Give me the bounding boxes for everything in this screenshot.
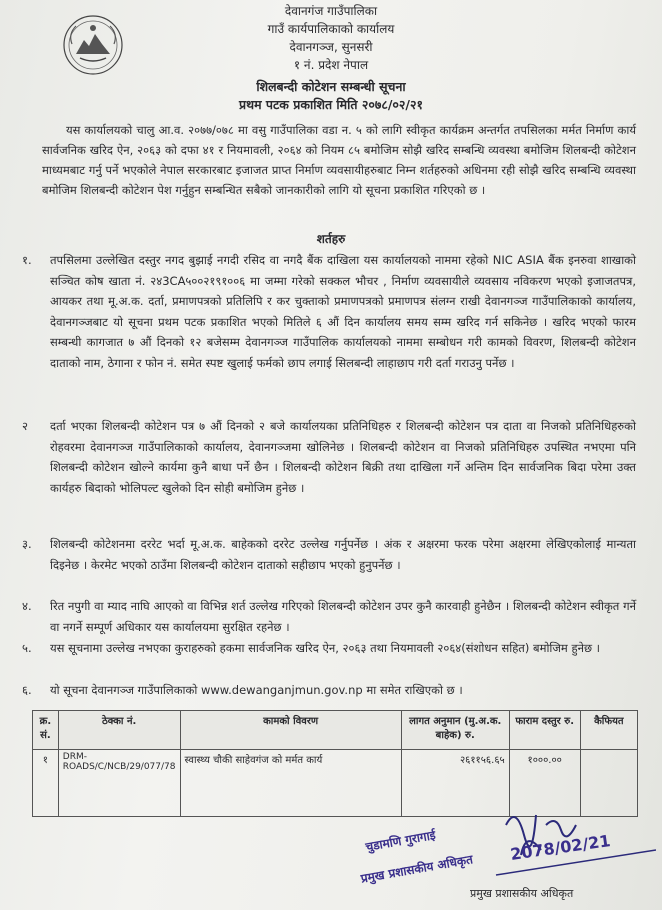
condition-text: रित नपुगी वा म्याद नाघि आएको वा विभिन्न शर्त उल्लेख गरिएको शिलबन्दी कोटेशन उपर कुनै कारवाही हुनेछैन । शिलबन्दी कोटेशन स्वीकृत गर्ने वा नगर्ने सम्पूर्ण अधिकार यस कार्यालयमा सुरक्षित रहनेछ । (50, 599, 636, 634)
condition-item (22, 416, 636, 498)
condition-number: १. (22, 253, 32, 267)
stamp-title: प्रमुख प्रशासकीय अधिकृत (359, 852, 474, 886)
office-address: देवानगञ्ज, सुनसरी (289, 40, 373, 54)
condition-text: दर्ता भएका शिलबन्दी कोटेशन पत्र ७ औं दिनको २ बजे कार्यालयका प्रतिनिधिहरु र शिलबन्दी कोटेशन पत्र दाता वा निजको प्रतिनिधिहरुको रोहवरमा देवानगञ्ज गाउँपालिकाको कार्यालय, देवानगञ्जमा खोलिनेछ । शिलबन्दी कोटेशन वा निजको प्रतिनिधिहरु उपस्थित नभएमा पनि शिलबन्दी कोटेशन खोल्ने कार्यमा कुनै बाधा पर्ने छैन । शिलबन्दी कोटेशन बिक्री तथा दाखिला गर्ने अन्तिम दिन सार्वजनिक बिदा परेमा उक्त कार्यहरु बिदाको भोलिपल्ट खुलेको दिन सोही बमोजिम हुनेछ । (50, 419, 636, 495)
province-line: १ नं. प्रदेश नेपाल (293, 58, 369, 72)
condition-item (22, 250, 636, 373)
condition-item (22, 534, 636, 575)
conditions-heading: शर्तहरु (316, 232, 346, 246)
condition-number: ३. (22, 537, 32, 551)
signature-date: 2078/02/21 (509, 831, 612, 864)
table-header-row (33, 711, 638, 750)
col-header-remarks: कैफियत (580, 711, 637, 750)
cell-description: स्वास्थ्य चौकी साहेवगंज को मर्मत कार्य (180, 750, 401, 817)
condition-number: २ (22, 419, 28, 433)
signatory-caption: प्रमुख प्रशासकीय अधिकृत (470, 887, 574, 900)
condition-text: यो सूचना देवानगञ्ज गाउँपालिकाको www.dewanganjmun.gov.np मा समेत राखिएको छ । (50, 683, 463, 697)
col-header-description: कामको विवरण (180, 711, 401, 750)
condition-number: ५. (22, 641, 32, 655)
col-header-contract-no: ठेक्का नं. (58, 711, 180, 750)
intro-paragraph: यस कार्यालयको चालु आ.व. २०७७/०७८ मा वसु गाउँपालिका वडा न. ५ को लागि स्वीकृत कार्यक्रम अन्तर्गत तपसिलका मर्मत निर्माण कार्य सार्वजनिक खरिद ऐन, २०६३ को दफा ४१ र नियमावली, २०६४ को नियम ८५ बमोजिम सोझै खरिद सम्बन्धि व्यवस्था बमोजिम शिलबन्दी कोटेशन माध्यमबाट गर्नु पर्ने भएकोले नेपाल सरकारबाट इजाजत प्राप्त निर्माण व्यवसायीहरुबाट निम्न शर्तहरुको अधिनमा रही सोझै खरिद सम्बन्धि व्यवस्था बमोजिम शिलबन्दी कोटेशन पेश गर्नुहुन सम्बन्धित सबैको जानकारीको लागि यो सूचना प्रकाशित गरिएको छ । (42, 123, 636, 197)
cell-cost-estimate: २६११५६.६५ (401, 750, 509, 817)
office-name: देवानगंज गाउँपालिका (284, 4, 378, 18)
condition-number: ४. (22, 599, 32, 613)
col-header-serial: क्र. सं. (33, 711, 59, 750)
condition-item (22, 680, 636, 701)
condition-text: यस सूचनामा उल्लेख नभएका कुराहरुको हकमा सार्वजनिक खरिद ऐन, २०६३ तथा नियमावली २०६४(संशोधन सहित) बमोजिम हुनेछ । (50, 641, 601, 655)
cell-serial: १ (33, 750, 59, 817)
office-subtitle: गाउँ कार्यपालिकाको कार्यालय (267, 22, 395, 36)
cell-contract-no: DRM-ROADS/C/NCB/29/077/78 (58, 750, 180, 817)
col-header-cost-estimate: लागत अनुमान (मु.अ.क. बाहेक) रु. (401, 711, 509, 750)
col-header-form-fee: फाराम दस्तुर रु. (509, 711, 580, 750)
condition-item (22, 638, 636, 659)
condition-item (22, 596, 636, 637)
condition-number: ६. (22, 683, 32, 697)
stamp-name: चुडामणि गुरागाई (364, 827, 437, 855)
cell-form-fee: १०००.०० (509, 750, 580, 817)
notice-title: शिलबन्दी कोटेशन सम्बन्धी सूचना (256, 79, 406, 94)
condition-text: तपसिलमा उल्लेखित दस्तुर नगद बुझाई नगदी रसिद वा नगदै बैंक दाखिला यस कार्यालयको नाममा रहेको NIC ASIA बैंक इनरुवा शाखाको सञ्चित कोष खाता नं. २४3CA५००२१९१००६ मा जम्मा गरेको सक्कल भौचर , निर्माण व्यवसायीले व्यवसाय नविकरण भएको इजाजतपत्र, आयकर तथा मू.अ.क. दर्ता, प्रमाणपत्रको प्रतिलिपि र कर चुक्ताको प्रमाणपत्रको प्रमाणपत्र संलग्न राखी देवानगञ्ज गाउँपालिकाको कार्यालय, देवानगञ्जबाट यो सूचना प्रथम पटक प्रकाशित भएको मितिले ६ औं दिन कार्यालय समय सम्म खरिद गर्न सकिनेछ । खरिद भएको फारम सम्बन्धी कागजात ७ औं दिनको १२ बजेसम्म देवानगञ्ज गाउँपालिक कार्यालयको नाममा सम्बोधन गरी कामको विवरण, शिलबन्दी कोटेशन दाताको नाम, ठेगाना र फोन नं. समेत स्पष्ट खुलाई फर्मको छाप लगाई सिलबन्दी लाहाछाप गरी दर्ता गराउनु पर्नेछ । (50, 253, 636, 370)
publish-date: प्रथम पटक प्रकाशित मिति २०७८/०२/२१ (238, 97, 423, 112)
condition-text: शिलबन्दी कोटेशनमा दररेट भर्दा मू.अ.क. बाहेकको दररेट उल्लेख गर्नुपर्नेछ । अंक र अक्षरमा फरक परेमा अक्षरमा लेखिएकोलाई मान्यता दिइनेछ । केरमेट भएको ठाउँमा शिलबन्दी कोटेशन दाताको सहीछाप भएको हुनुपर्नेछ । (50, 537, 636, 572)
